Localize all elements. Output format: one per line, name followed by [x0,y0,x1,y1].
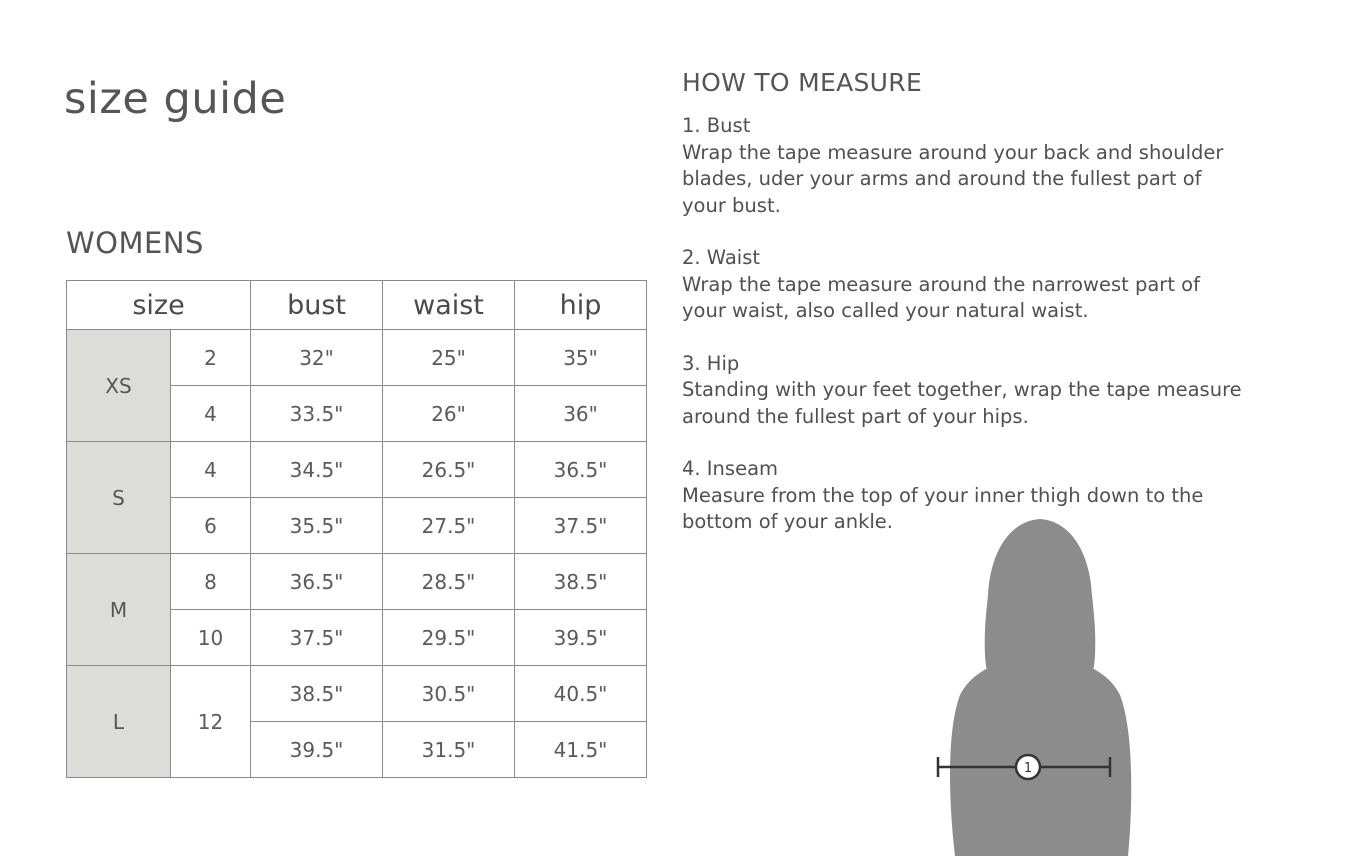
how-to-measure-heading: HOW TO MEASURE [682,68,923,97]
body-silhouette-figure [900,515,1160,856]
header-bust: bust [251,281,383,330]
step-text: Wrap the tape measure around your back and shoulder blades, uder your arms and around the fullest part of your bust. [682,140,1224,217]
measure-steps [682,113,1242,562]
waist-cell: 29.5" [383,610,515,666]
silhouette-shoulders [950,660,1131,856]
waist-cell: 26" [383,386,515,442]
hip-cell: 40.5" [515,666,647,722]
hip-cell: 36" [515,386,647,442]
table-row [67,442,647,498]
step-title: 1. Bust [682,114,751,137]
page-title: size guide [64,74,287,124]
bust-cell: 38.5" [251,666,383,722]
header-size: size [67,281,251,330]
step-title: 3. Hip [682,351,740,375]
size-number-cell: 6 [171,498,251,554]
hip-cell: 36.5" [515,442,647,498]
size-number-cell: 12 [171,666,251,778]
size-letter-cell: S [67,442,171,554]
womens-size-table [66,280,647,778]
hip-cell: 37.5" [515,498,647,554]
step-bust [682,113,1242,219]
step-waist [682,245,1242,325]
bust-cell: 33.5" [251,386,383,442]
size-letter-cell: M [67,554,171,666]
header-hip: hip [515,281,647,330]
hip-cell: 39.5" [515,610,647,666]
bust-marker-label: 1 [1023,761,1033,776]
bust-cell: 39.5" [251,722,383,778]
waist-cell: 26.5" [383,442,515,498]
step-title: 4. Inseam [682,457,779,480]
waist-cell: 30.5" [383,666,515,722]
step-text: Standing with your feet together, wrap the tape measure around the fullest part of your hips. [682,378,1242,428]
size-letter-cell: L [67,666,171,778]
bust-cell: 36.5" [251,554,383,610]
waist-cell: 25" [383,330,515,386]
bust-cell: 32" [251,330,383,386]
size-number-cell: 4 [171,386,251,442]
hip-cell: 41.5" [515,722,647,778]
bust-cell: 35.5" [251,498,383,554]
step-title: 2. Waist [682,246,761,269]
waist-cell: 28.5" [383,554,515,610]
bust-cell: 37.5" [251,610,383,666]
bust-cell: 34.5" [251,442,383,498]
size-number-cell: 10 [171,610,251,666]
table-row [67,330,647,386]
hip-cell: 35" [515,330,647,386]
header-waist: waist [383,281,515,330]
size-number-cell: 4 [171,442,251,498]
table-row [67,666,647,722]
waist-cell: 27.5" [383,498,515,554]
table-header-row [67,281,647,330]
waist-cell: 31.5" [383,722,515,778]
size-number-cell: 2 [171,330,251,386]
step-text: Wrap the tape measure around the narrowest part of your waist, also called your natural waist. [682,272,1200,322]
step-hip [682,351,1242,431]
size-number-cell: 8 [171,554,251,610]
step-text: Measure from the top of your inner thigh down to the bottom of your ankle. [682,483,1204,533]
womens-section-title: WOMENS [66,226,204,260]
hip-cell: 38.5" [515,554,647,610]
table-row [67,554,647,610]
size-letter-cell: XS [67,330,171,442]
